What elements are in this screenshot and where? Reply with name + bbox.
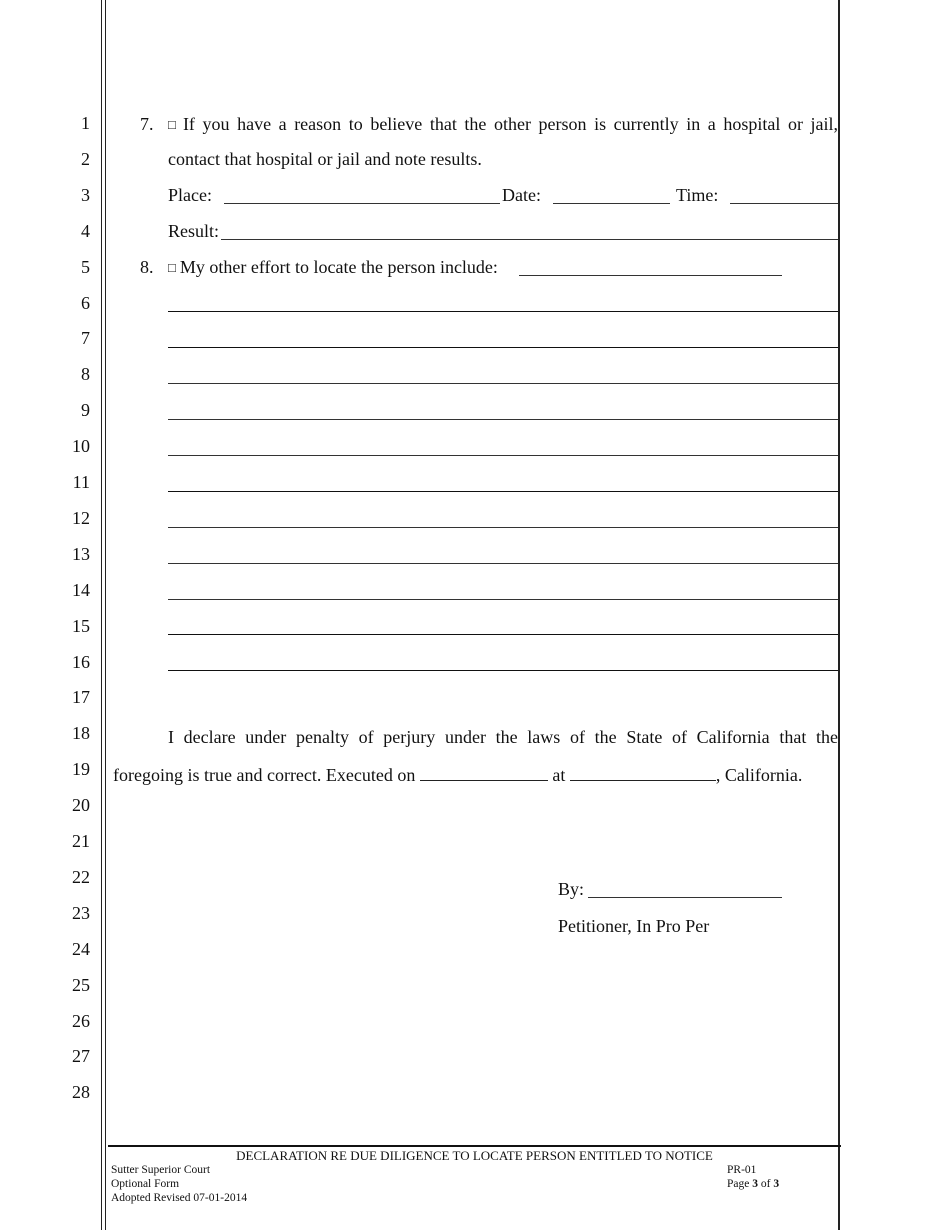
line-number: 22 bbox=[72, 866, 90, 887]
executed-place-field[interactable] bbox=[570, 763, 716, 781]
footer-form-type: Optional Form bbox=[111, 1178, 180, 1190]
time-label: Time: bbox=[676, 185, 719, 205]
writing-line[interactable] bbox=[168, 383, 838, 384]
writing-line[interactable] bbox=[168, 527, 838, 528]
petitioner-role: Petitioner, In Pro Per bbox=[558, 916, 710, 936]
writing-line[interactable] bbox=[168, 491, 838, 492]
footer-form-id: PR-01 bbox=[727, 1164, 757, 1176]
date-field[interactable] bbox=[553, 203, 670, 204]
line-number: 6 bbox=[81, 292, 90, 313]
line-number: 3 bbox=[81, 184, 90, 205]
line-number: 4 bbox=[81, 220, 90, 241]
declaration-at-text: at bbox=[552, 765, 566, 785]
line-number: 18 bbox=[72, 723, 90, 744]
writing-line[interactable] bbox=[168, 419, 838, 420]
writing-line[interactable] bbox=[168, 455, 838, 456]
item-8-inline-field[interactable] bbox=[519, 275, 782, 276]
writing-line[interactable] bbox=[168, 670, 838, 671]
date-label: Date: bbox=[502, 185, 541, 205]
item-7-text-line-1 bbox=[168, 113, 838, 137]
line-number: 19 bbox=[72, 759, 90, 780]
line-number: 10 bbox=[72, 436, 90, 457]
line-number: 20 bbox=[72, 795, 90, 816]
item-8-checkbox[interactable]: □ bbox=[168, 260, 176, 275]
line-number: 21 bbox=[72, 831, 90, 851]
writing-line[interactable] bbox=[168, 347, 838, 348]
footer-adopted: Adopted Revised 07-01-2014 bbox=[111, 1192, 248, 1204]
line-number: 8 bbox=[81, 364, 90, 385]
line-number: 1 bbox=[81, 113, 90, 133]
declaration-line-2 bbox=[113, 763, 802, 786]
line-number: 13 bbox=[72, 543, 90, 564]
declaration-california-text: , California. bbox=[715, 765, 803, 785]
page-current: 3 bbox=[752, 1178, 758, 1190]
place-label: Place: bbox=[168, 185, 212, 205]
footer-rule bbox=[108, 1145, 841, 1147]
line-number: 11 bbox=[72, 472, 90, 492]
item-7-number: 7. bbox=[140, 114, 154, 134]
line-number: 25 bbox=[72, 974, 90, 995]
line-number: 15 bbox=[72, 615, 90, 636]
executed-date-field[interactable] bbox=[420, 763, 548, 781]
result-label: Result: bbox=[168, 221, 220, 241]
result-field[interactable] bbox=[221, 239, 838, 240]
writing-line[interactable] bbox=[168, 563, 838, 564]
writing-line[interactable] bbox=[168, 599, 838, 600]
writing-line[interactable] bbox=[168, 634, 838, 635]
place-field[interactable] bbox=[224, 203, 500, 204]
line-number: 23 bbox=[72, 902, 90, 923]
declaration-executed-text: foregoing is true and correct. Executed on bbox=[113, 765, 416, 785]
line-number: 26 bbox=[72, 1010, 90, 1031]
time-field[interactable] bbox=[730, 203, 838, 204]
item-7-checkbox[interactable]: □ bbox=[168, 117, 179, 132]
page-word: Page bbox=[727, 1178, 750, 1190]
line-number: 7 bbox=[81, 328, 90, 349]
line-number: 2 bbox=[81, 148, 90, 169]
signature-field[interactable] bbox=[588, 897, 782, 898]
declaration-line-1: I declare under penalty of perjury under the laws of the State of California that the bbox=[168, 727, 838, 747]
line-number: 24 bbox=[72, 938, 90, 959]
item-7-text: If you have a reason to believe that the other person is currently in a hospital or jail, bbox=[182, 114, 838, 134]
line-number: 12 bbox=[72, 507, 90, 528]
item-8-text: My other effort to locate the person include: bbox=[179, 257, 498, 277]
item-8-number: 8. bbox=[140, 257, 154, 277]
line-number: 9 bbox=[81, 400, 90, 421]
footer-court: Sutter Superior Court bbox=[111, 1164, 211, 1176]
left-margin-rule-outer bbox=[101, 0, 102, 1230]
line-number: 28 bbox=[72, 1082, 90, 1103]
page-of: of bbox=[760, 1178, 771, 1190]
line-number: 14 bbox=[72, 579, 90, 600]
footer-page-number bbox=[727, 1177, 779, 1191]
by-label: By: bbox=[558, 879, 585, 899]
left-margin-rule-inner bbox=[105, 0, 106, 1230]
line-number: 27 bbox=[72, 1046, 90, 1067]
footer-title: DECLARATION RE DUE DILIGENCE TO LOCATE PERSON ENTITLED TO NOTICE bbox=[236, 1148, 713, 1163]
item-7-text-line-2: contact that hospital or jail and note results. bbox=[168, 149, 482, 169]
line-number: 5 bbox=[81, 256, 90, 277]
item-8-text-line bbox=[168, 256, 498, 280]
right-margin-rule bbox=[838, 0, 840, 1230]
line-number: 16 bbox=[72, 651, 90, 672]
line-number: 17 bbox=[72, 687, 90, 708]
page-total: 3 bbox=[773, 1178, 780, 1190]
writing-line[interactable] bbox=[168, 311, 838, 312]
